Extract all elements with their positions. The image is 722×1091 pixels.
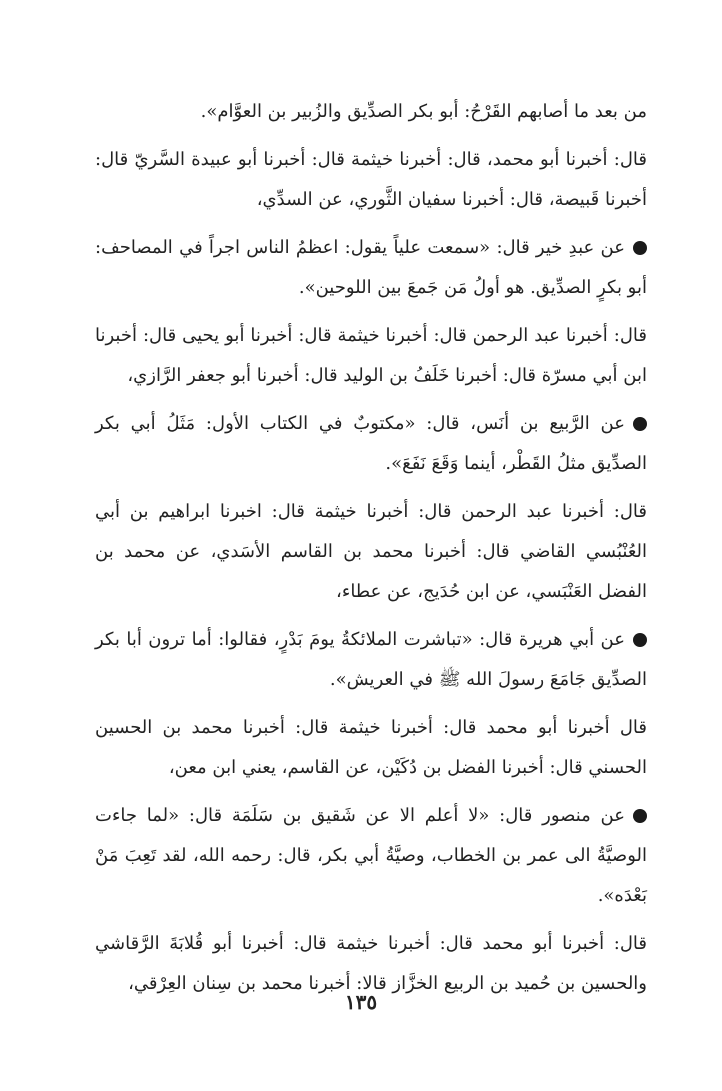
- narration-text: عن عبدِ خير قال: «سمعت علياً يقول: اعظمُ الناس اجراً في المصاحف: أبو بكرٍ الصدِّيق. هو أولُ مَن جَمعَ بين اللوحين».: [95, 237, 647, 298]
- narration-paragraph: [95, 620, 647, 700]
- page-text: [95, 92, 647, 1004]
- bullet-icon: [633, 241, 647, 255]
- bullet-icon: [633, 809, 647, 823]
- paragraph: قال أخبرنا أبو محمد قال: أخبرنا خيثمة قال: أخبرنا محمد بن الحسين الحسني قال: أخبرنا الفضل بن دُكَيْن، عن القاسم، يعني ابن معن،: [95, 717, 647, 778]
- bullet-icon: [633, 417, 647, 431]
- paragraph: قال: أخبرنا عبد الرحمن قال: أخبرنا خيثمة قال: أخبرنا أبو يحيى قال: أخبرنا ابن أبي مسرّة قال: أخبرنا خَلَفُ بن الوليد قال: أخبرنا أبو جعفر الرَّازي،: [95, 325, 647, 386]
- paragraph: من بعد ما أصابهم القَرْحُ: أبو بكر الصدِّيق والزُبير بن العوَّام».: [200, 101, 647, 122]
- narration-paragraph: [95, 404, 647, 484]
- paragraph: قال: أخبرنا عبد الرحمن قال: أخبرنا خيثمة قال: اخبرنا ابراهيم بن أبي العُنْبُسي القاضي قال: أخبرنا محمد بن القاسم الأسَدي، عن محمد بن الفضل العَنْبَسي، عن ابن حُدَيج، عن عطاء،: [95, 501, 647, 602]
- narration-paragraph: [95, 796, 647, 916]
- paragraph: قال: أخبرنا أبو محمد قال: أخبرنا خيثمة قال: أخبرنا أبو قُلابَةَ الرَّقاشي والحسين بن حُميد بن الربيع الخزَّاز قالا: أخبرنا محمد بن سِنان العِرْقي،: [95, 933, 647, 994]
- page-number: ١٣٥: [344, 990, 378, 1014]
- narration-text: عن أبي هريرة قال: «تباشرت الملائكةُ يومَ بَدْرٍ، فقالوا: أما ترون أبا بكر الصدِّيق جَامَعَ رسولَ الله ﷺ في العريش».: [95, 629, 647, 690]
- narration-paragraph: [95, 228, 647, 308]
- narration-text: عن منصور قال: «لا أعلم الا عن شَقيق بن سَلَمَة قال: «لما جاءت الوصيَّةُ الى عمر بن الخطاب، وصيَّةُ أبي بكر، قال: رحمه الله، لقد تَعِبَ مَنْ بَعْدَه».: [95, 805, 647, 906]
- paragraph: قال: أخبرنا أبو محمد، قال: أخبرنا خيثمة قال: أخبرنا أبو عبيدة السَّريّ قال: أخبرنا قَبيصة، قال: أخبرنا سفيان الثَّوري، عن السدِّي،: [95, 149, 647, 210]
- bullet-icon: [633, 633, 647, 647]
- narration-text: عن الرَّبيع بن أنَس، قال: «مكتوبٌ في الكتاب الأول: مَثَلُ أبي بكر الصدِّيق مثلُ القَطْر، أينما وَقَعَ نَفَعَ».: [95, 413, 647, 474]
